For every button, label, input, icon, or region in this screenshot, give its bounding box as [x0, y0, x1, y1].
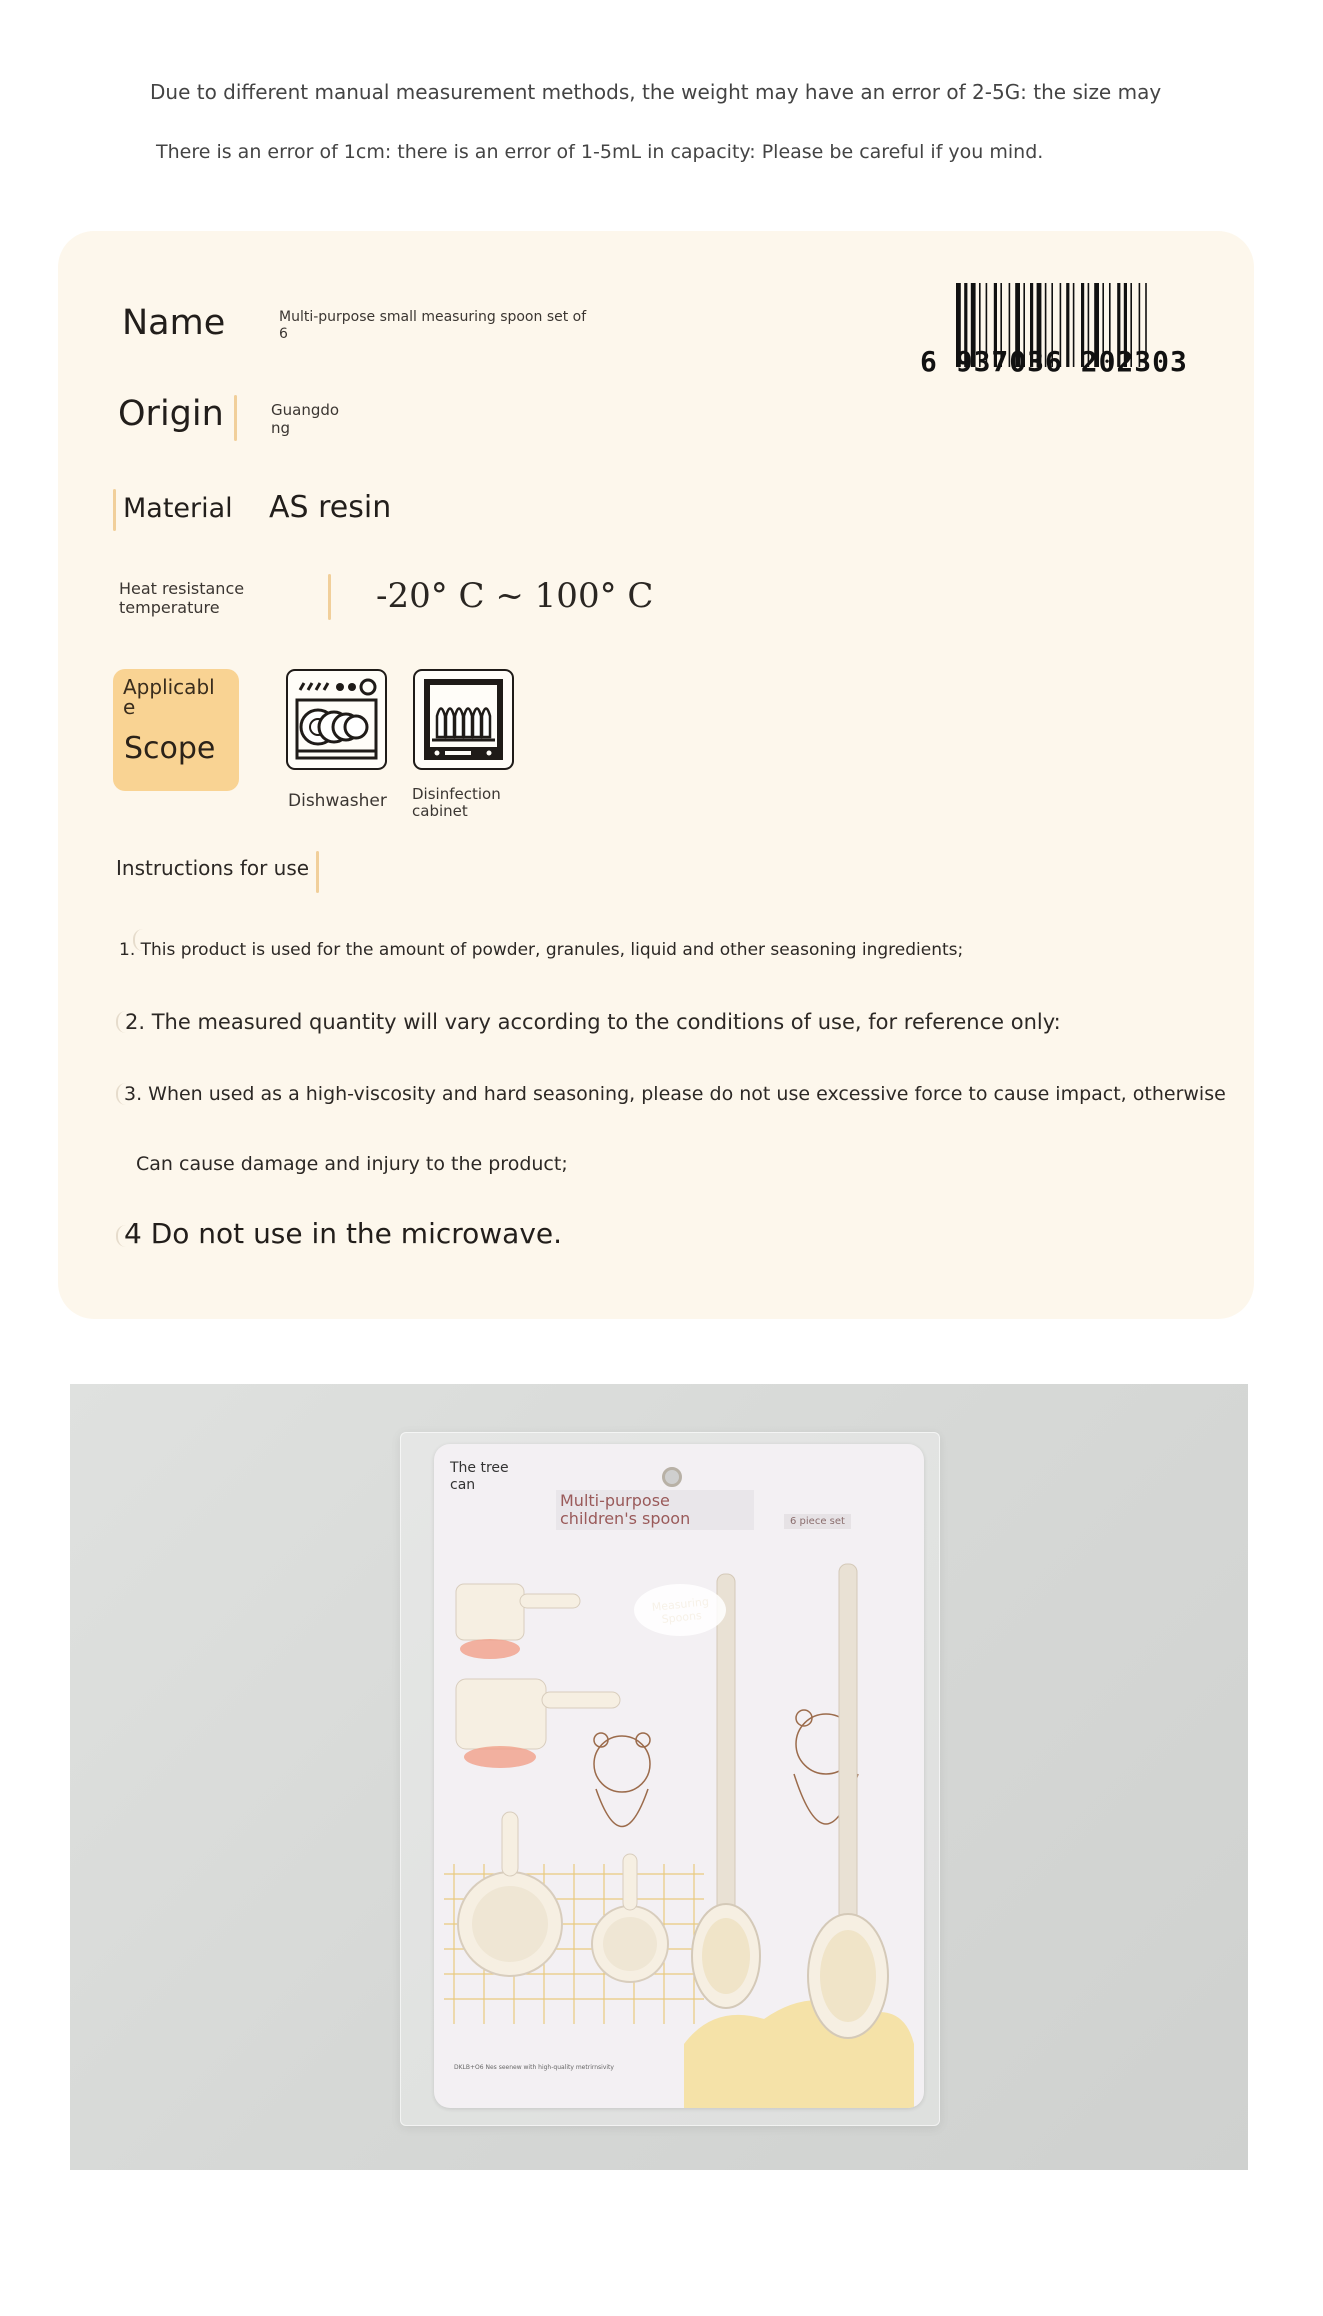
barcode-digits: 6 937036 202303	[920, 345, 1188, 378]
spec-card	[58, 231, 1254, 1319]
instruction-item-1: 1. This product is used for the amount of powder, granules, liquid and other seasoning ingredients;	[119, 940, 964, 960]
package-title: Multi-purpose children's spoon	[556, 1490, 754, 1530]
heat-divider	[328, 574, 331, 620]
spoons-illustration	[434, 1444, 924, 2108]
barcode	[920, 283, 1220, 393]
instructions-title: Instructions for use	[116, 856, 310, 880]
piece-count-badge: 6 piece set	[784, 1514, 851, 1529]
instructions-divider	[316, 851, 319, 893]
brand-text: The tree can	[450, 1460, 509, 1493]
material-label: Material	[123, 493, 233, 524]
heat-value: -20° C ~ 100° C	[376, 576, 654, 616]
origin-label: Origin	[118, 394, 224, 434]
name-label: Name	[122, 303, 226, 343]
material-value: AS resin	[269, 490, 392, 525]
product-photo	[70, 1384, 1248, 2170]
scope-badge	[113, 669, 239, 791]
scope-label-bottom: Scope	[124, 731, 216, 766]
package-footnote: DKLB+O6 Nes seenew with high-quality metrirnsivity	[454, 2064, 614, 2071]
instruction-item-2: 2. The measured quantity will vary according to the conditions of use, for reference only:	[125, 1010, 1061, 1034]
weight-note: Due to different manual measurement methods, the weight may have an error of 2-5G: the size may	[150, 80, 1162, 104]
disinfection-cabinet-label: Disinfection cabinet	[412, 785, 501, 820]
instruction-item-3: 3. When used as a high-viscosity and hard seasoning, please do not use excessive force to cause impact, otherwise	[124, 1083, 1226, 1105]
heat-label: Heat resistance temperature	[119, 579, 245, 617]
origin-divider	[234, 395, 237, 441]
scope-label-top: Applicable	[123, 675, 215, 719]
origin-value: Guangdong	[271, 401, 340, 437]
capacity-note: There is an error of 1cm: there is an error of 1-5mL in capacity: Please be careful if you mind.	[156, 141, 1044, 163]
dishwasher-label: Dishwasher	[288, 791, 387, 811]
dishwasher-icon	[286, 669, 387, 770]
disinfection-cabinet-icon	[413, 669, 514, 770]
instruction-item-4: 4 Do not use in the microwave.	[124, 1217, 563, 1250]
instruction-item-3-continued: Can cause damage and injury to the product;	[136, 1153, 568, 1175]
material-divider	[113, 489, 116, 531]
packaging-card	[434, 1444, 924, 2108]
name-value: Multi-purpose small measuring spoon set of 6	[279, 309, 587, 342]
